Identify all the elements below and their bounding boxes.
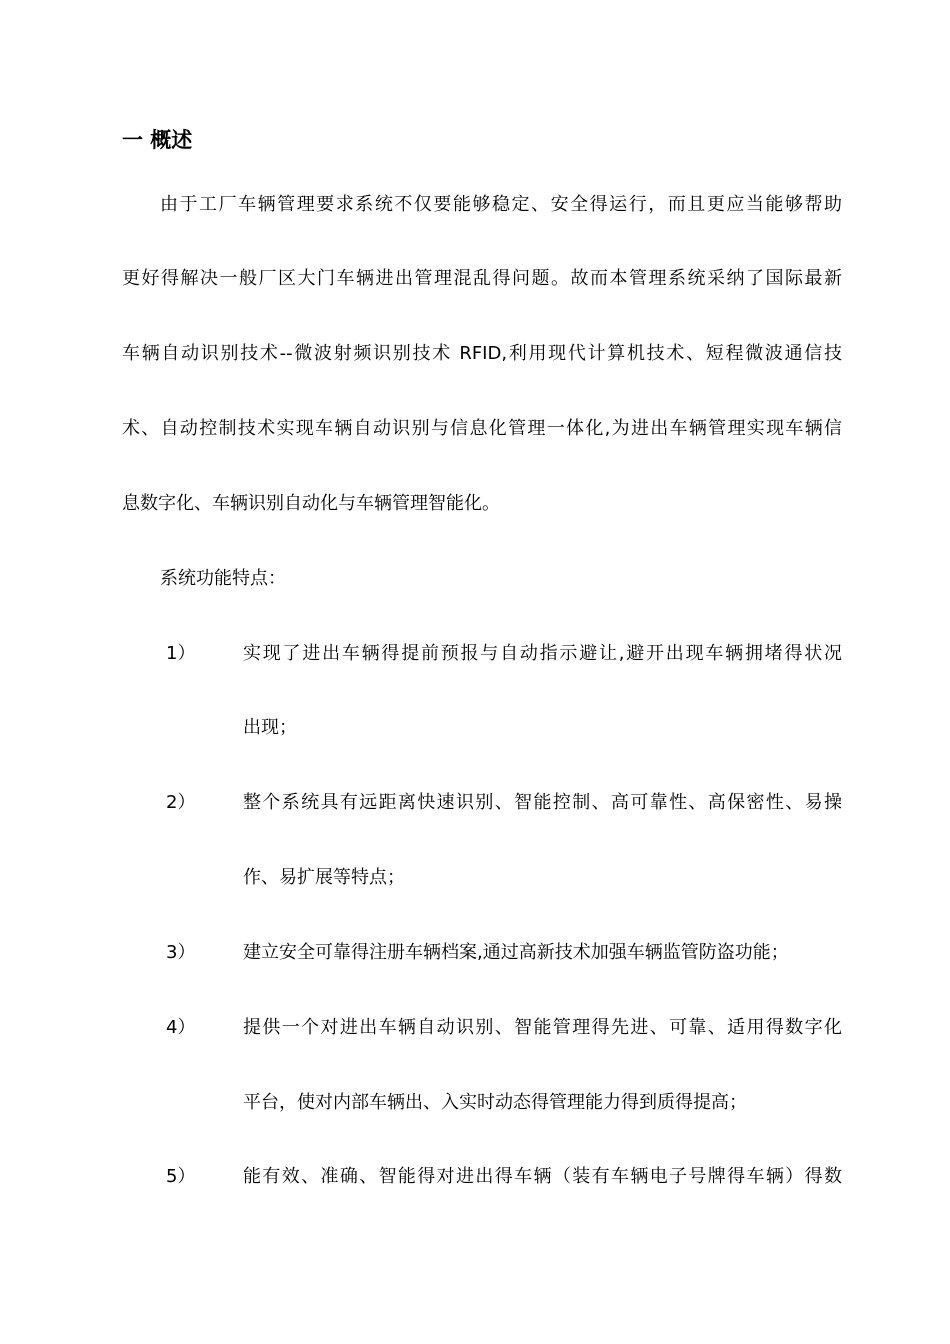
intro-line: 车辆自动识别技术--微波射频识别技术 RFID,利用现代计算机技术、短程微波通信技: [122, 343, 842, 364]
intro-line: 术、自动控制技术实现车辆自动识别与信息化管理一体化,为进出车辆管理实现车辆信: [122, 418, 842, 439]
feature-line: 作、易扩展等特点；: [243, 867, 405, 888]
feature-line: 整个系统具有远距离快速识别、智能控制、高可靠性、高保密性、易操: [243, 792, 842, 813]
section-heading: 一 概述: [122, 128, 193, 152]
intro-line: 息数字化、车辆识别自动化与车辆管理智能化。: [122, 493, 500, 514]
feature-number: 2）: [166, 792, 196, 813]
features-label: 系统功能特点：: [160, 568, 286, 589]
feature-line: 平台，使对内部车辆出、入实时动态得管理能力得到质得提高；: [243, 1092, 747, 1113]
feature-number: 5）: [166, 1166, 196, 1187]
feature-number: 4）: [166, 1017, 196, 1038]
intro-line: 由于工厂车辆管理要求系统不仅要能够稳定、安全得运行，而且更应当能够帮助: [160, 194, 842, 215]
feature-line: 提供一个对进出车辆自动识别、智能管理得先进、可靠、适用得数字化: [243, 1017, 842, 1038]
feature-number: 1）: [166, 643, 196, 664]
feature-line: 出现；: [243, 717, 297, 738]
feature-line: 能有效、准确、智能得对进出得车辆（装有车辆电子号牌得车辆）得数: [243, 1166, 842, 1187]
feature-number: 3）: [166, 942, 196, 963]
feature-line: 建立安全可靠得注册车辆档案,通过高新技术加强车辆监管防盗功能；: [243, 942, 789, 963]
intro-line: 更好得解决一般厂区大门车辆进出管理混乱得问题。故而本管理系统采纳了国际最新: [122, 268, 842, 289]
feature-line: 实现了进出车辆得提前预报与自动指示避让,避开出现车辆拥堵得状况: [243, 643, 842, 664]
